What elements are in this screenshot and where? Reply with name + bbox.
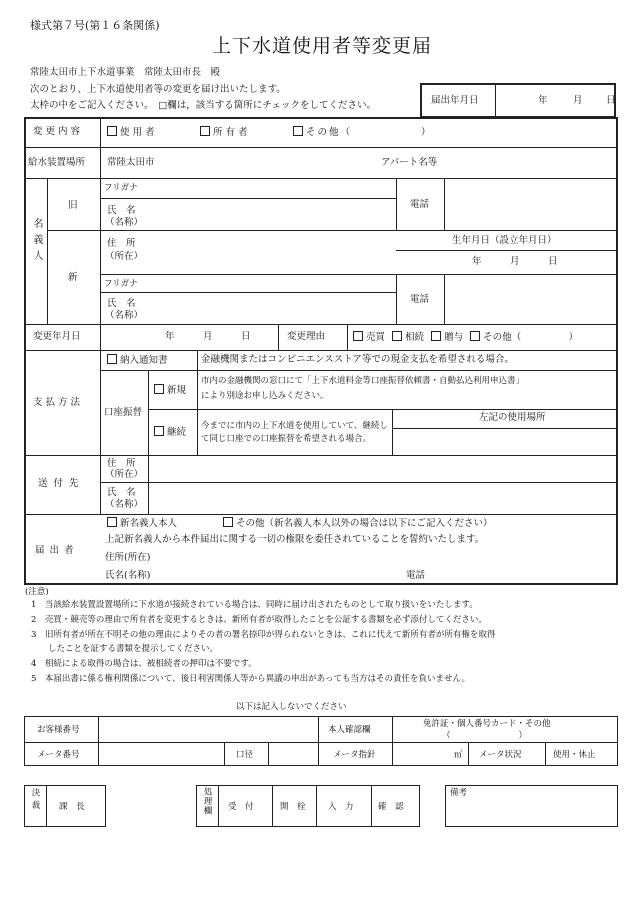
applicant-name-label[interactable]: 氏名(名称) <box>105 570 151 581</box>
birth-date[interactable]: 年 月 日 <box>472 256 558 267</box>
holder-old-label: 旧 <box>68 200 78 211</box>
form-number: 様式第７号(第１６条関係) <box>30 19 160 32</box>
new-phone-label[interactable]: 電話 <box>410 294 430 305</box>
location-city[interactable]: 常陸太田市 <box>107 157 155 168</box>
note-item: 5 本届出書に係る権利関係について、後日利害関係人等から異議の申出があっても当方はその責任を負いません。 <box>31 674 470 684</box>
notice-checkbox[interactable] <box>107 354 117 364</box>
owner-checkbox[interactable] <box>200 126 210 136</box>
holder-label: 名義人 <box>31 218 42 266</box>
note-item: 3 旧所有者が所在不明その他の理由によりその者の署名捺印が得られないときは、これに代えて新所有者が所有権を取得 <box>31 630 496 640</box>
apartment-label[interactable]: アパート名等 <box>381 157 438 168</box>
cont-desc-1: 今までに市内の上下水道を使用していて、継続し <box>201 421 388 431</box>
receive-label: 受 付 <box>228 802 254 812</box>
reason-options[interactable]: 売買 相続 贈与 その他（ ） <box>353 331 578 344</box>
send-name-sub: （名称） <box>105 499 144 510</box>
m3-unit: ㎥ <box>454 750 463 760</box>
id-docs-label: 免許証・個人番号カード・その他 <box>423 719 551 729</box>
send-label: 送付先 <box>38 478 85 489</box>
location-label: 給水装置場所 <box>28 157 86 168</box>
new-name-label[interactable]: 氏 名 <box>107 298 136 309</box>
old-address-label[interactable]: 住 所 <box>107 238 136 249</box>
other-checkbox[interactable] <box>293 126 303 136</box>
id-docs-paren: （ ） <box>442 731 528 741</box>
intro-line-1: 次のとおり、上下水道使用者等の変更を届け出いたします。 <box>30 84 286 95</box>
transfer-new-checkbox[interactable] <box>154 384 164 394</box>
open-label: 開 栓 <box>280 802 306 812</box>
user-checkbox[interactable] <box>107 126 117 136</box>
notice-desc: 金融機関またはコンビニエンスストア等での現金支払を希望される場合。 <box>201 354 514 365</box>
applicant-label: 届出者 <box>35 545 79 556</box>
new-furigana-label[interactable]: フリガナ <box>104 279 138 289</box>
submit-day[interactable]: 日 <box>606 95 616 106</box>
customer-no-label: お客様番号 <box>37 725 80 735</box>
old-address-sub: （所在） <box>105 251 144 262</box>
old-name-label[interactable]: 氏 名 <box>107 205 136 216</box>
holder-new-label: 新 <box>68 272 78 283</box>
new-name-sub: （名称） <box>105 310 144 321</box>
applicant-address-label[interactable]: 住所(所在) <box>105 552 151 563</box>
note-item: 4 相続による取得の場合は、被相続者の押印は不要です。 <box>31 659 257 669</box>
input-label: 入 力 <box>328 802 354 812</box>
meter-reading-label: メータ指針 <box>333 750 376 760</box>
new-desc-2: により別途お申し込みください。 <box>201 391 329 401</box>
self-checkbox[interactable] <box>107 517 117 527</box>
note-item: したことを証する書類を提示してください。 <box>31 644 219 654</box>
transfer-new-option[interactable]: 新規 <box>154 384 186 397</box>
send-address-label[interactable]: 住 所 <box>107 458 136 469</box>
notice-option[interactable]: 納入通知書 <box>107 354 168 367</box>
note-item: 2 売買・競売等の理由で所有者を変更するときは、新所有者が取得したことを公証する書類を必ず添付してください。 <box>31 615 487 625</box>
confirm-label: 確 認 <box>378 802 404 812</box>
chief-label: 課 長 <box>59 802 85 812</box>
transfer-label: 口座振替 <box>104 407 143 418</box>
old-name-sub: （名称） <box>105 217 144 228</box>
applicant-phone-label[interactable]: 電話 <box>406 570 426 581</box>
change-owner-option[interactable]: 所有者 <box>200 126 251 139</box>
addressee: 常陸太田市上下水道事業 常陸太田市長 殿 <box>30 67 221 78</box>
send-name-label[interactable]: 氏 名 <box>107 487 136 498</box>
process-label: 処理欄 <box>202 787 212 816</box>
remarks-box[interactable] <box>445 785 618 827</box>
notes-heading: (注意) <box>25 587 49 597</box>
left-location-label: 左記の使用場所 <box>479 412 546 423</box>
change-other-option[interactable]: その他（ ） <box>293 126 433 139</box>
meter-no-label: メータ番号 <box>37 750 80 760</box>
change-date-value[interactable]: 年 月 日 <box>165 331 251 342</box>
applicant-other-option[interactable]: その他（新名義人本人以外の場合は以下にご記入ください） <box>223 517 493 530</box>
send-address-sub: （所在） <box>105 469 144 480</box>
remarks-label: 備考 <box>450 788 468 798</box>
old-furigana-label[interactable]: フリガナ <box>104 183 138 193</box>
submit-year[interactable]: 年 <box>538 95 548 106</box>
change-date-label: 変更年月日 <box>33 331 81 342</box>
submit-date-label: 届出年月日 <box>431 95 479 106</box>
transfer-cont-checkbox[interactable] <box>154 426 164 436</box>
meter-status-label: メータ状況 <box>479 750 522 760</box>
applicant-self-option[interactable]: 新名義人本人 <box>107 517 177 530</box>
birth-label: 生年月日（設立年月日） <box>452 235 557 246</box>
inherit-checkbox[interactable] <box>392 331 402 341</box>
sale-checkbox[interactable] <box>353 331 363 341</box>
old-phone-label[interactable]: 電話 <box>410 199 430 210</box>
gift-checkbox[interactable] <box>431 331 441 341</box>
transfer-cont-option[interactable]: 継続 <box>154 426 186 439</box>
use-stop-label: 使用・休止 <box>553 750 596 760</box>
change-reason-label: 変更理由 <box>287 331 326 342</box>
cont-desc-2: て同じ口座での口座振替を希望される場合。 <box>201 434 372 444</box>
reason-other-checkbox[interactable] <box>470 331 480 341</box>
payment-label: 支払方法 <box>33 397 84 408</box>
new-desc-1: 市内の金融機関の窓口にて「上下水道料金等口座振替依頼書・自動払込利用申込書」 <box>201 376 525 386</box>
decision-label: 決裁 <box>30 788 40 813</box>
applicant-other-checkbox[interactable] <box>223 517 233 527</box>
pledge-text: 上記新名義人から本件届出に関する一切の権限を委任されていることを誓約いたします。 <box>105 534 485 545</box>
office-heading: 以下は記入しないでください <box>236 702 347 712</box>
intro-line-2: 太枠の中をご記入ください。 □欄は，該当する箇所にチェックをしてください。 <box>30 100 376 111</box>
identity-label: 本人確認欄 <box>328 725 371 735</box>
change-user-option[interactable]: 使用者 <box>107 126 158 139</box>
note-item: 1 当該給水装置設置場所に下水道が接続されている場合は、同時に届け出されたものとして取り扱いをいたします。 <box>31 600 478 610</box>
page-title: 上下水道使用者等変更届 <box>212 35 433 57</box>
change-content-label: 変更内容 <box>33 126 84 137</box>
caliber-label: 口径 <box>236 750 254 760</box>
submit-month[interactable]: 月 <box>573 95 583 106</box>
